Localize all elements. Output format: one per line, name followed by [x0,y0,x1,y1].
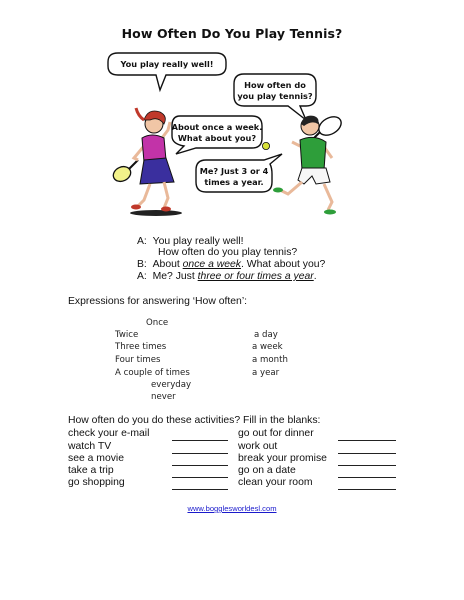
dialogue-b-underlined: once a week [182,259,241,270]
dialogue-line-3 [137,259,325,270]
expression-left-item: never [151,392,176,402]
speech-bubble-4 [196,154,282,192]
expression-left-item: everyday [151,380,192,390]
expression-right-item: a month [252,355,288,365]
dialogue-b-pre: About [152,259,183,270]
speech-bubble-2 [234,74,316,120]
answer-blank[interactable] [338,465,396,466]
answer-blank[interactable] [338,440,396,441]
activity-right-label: clean your room [238,477,313,488]
dialogue-a3-pre: Me? Just [152,271,198,282]
bubble-4-line2: times a year. [204,177,264,187]
activity-left-label: check your e-mail [68,428,150,439]
answer-blank[interactable] [172,440,228,441]
expression-right-item: a week [252,342,283,352]
activity-right-label: break your promise [238,453,327,464]
answer-blank[interactable] [172,477,228,478]
dialogue-line-1 [137,236,243,247]
speech-bubble-3 [172,116,263,154]
speaker-a-label-2: A: [137,271,147,282]
activity-left-label: take a trip [68,465,114,476]
activity-left-label: watch TV [68,441,112,452]
bubble-3-line1: About once a week. [171,122,263,132]
bubble-1-text: You play really well! [120,59,214,69]
bubble-4-line1: Me? Just 3 or 4 [199,166,269,176]
speaker-a-label: A: [137,236,147,247]
activity-right-label: go out for dinner [238,428,314,439]
expression-left-item: Three times [115,342,167,352]
expression-left-item: A couple of times [115,368,190,378]
answer-blank[interactable] [338,489,396,490]
answer-blank[interactable] [172,453,228,454]
activity-right-label: go on a date [238,465,296,476]
answer-blank[interactable] [338,453,396,454]
bubble-2-line1: How often do [244,80,306,90]
footer-website-link[interactable]: www.bogglesworldesl.com [187,504,277,513]
boy-player [273,113,344,214]
bubble-3-line2: What about you? [177,133,257,143]
expression-left-item: Twice [115,330,139,340]
activities-instruction: How often do you do these activities? Fill in the blanks: [68,415,321,426]
dialogue-a3-underlined: three or four times a year [197,271,314,282]
bubble-2-line2: you play tennis? [237,91,313,101]
expression-right-item: a day [254,330,278,340]
dialogue-a1-text: You play really well! [152,236,244,247]
speech-bubble-1 [108,53,226,90]
dialogue-a3-post: . [313,271,317,282]
tennis-illustration [104,50,364,222]
dialogue-a2-text: How often do you play tennis? [158,247,298,258]
answer-blank[interactable] [172,489,228,490]
activity-right-label: work out [238,441,278,452]
activity-left-label: go shopping [68,477,125,488]
activity-left-label: see a movie [68,453,125,464]
dialogue-line-4 [137,271,317,282]
dialogue-line-2 [158,247,297,258]
expression-left-item: Four times [115,355,161,365]
page-title: How Often Do You Play Tennis? [121,26,343,41]
dialogue-b-post: . What about you? [241,259,326,270]
speaker-b-label: B: [137,259,147,270]
expression-right-item: a year [252,368,280,378]
expression-left-item: Once [146,318,169,328]
tennis-ball-icon [262,142,269,149]
answer-blank[interactable] [338,477,396,478]
answer-blank[interactable] [172,465,228,466]
expressions-heading: Expressions for answering ‘How often’: [68,296,248,307]
